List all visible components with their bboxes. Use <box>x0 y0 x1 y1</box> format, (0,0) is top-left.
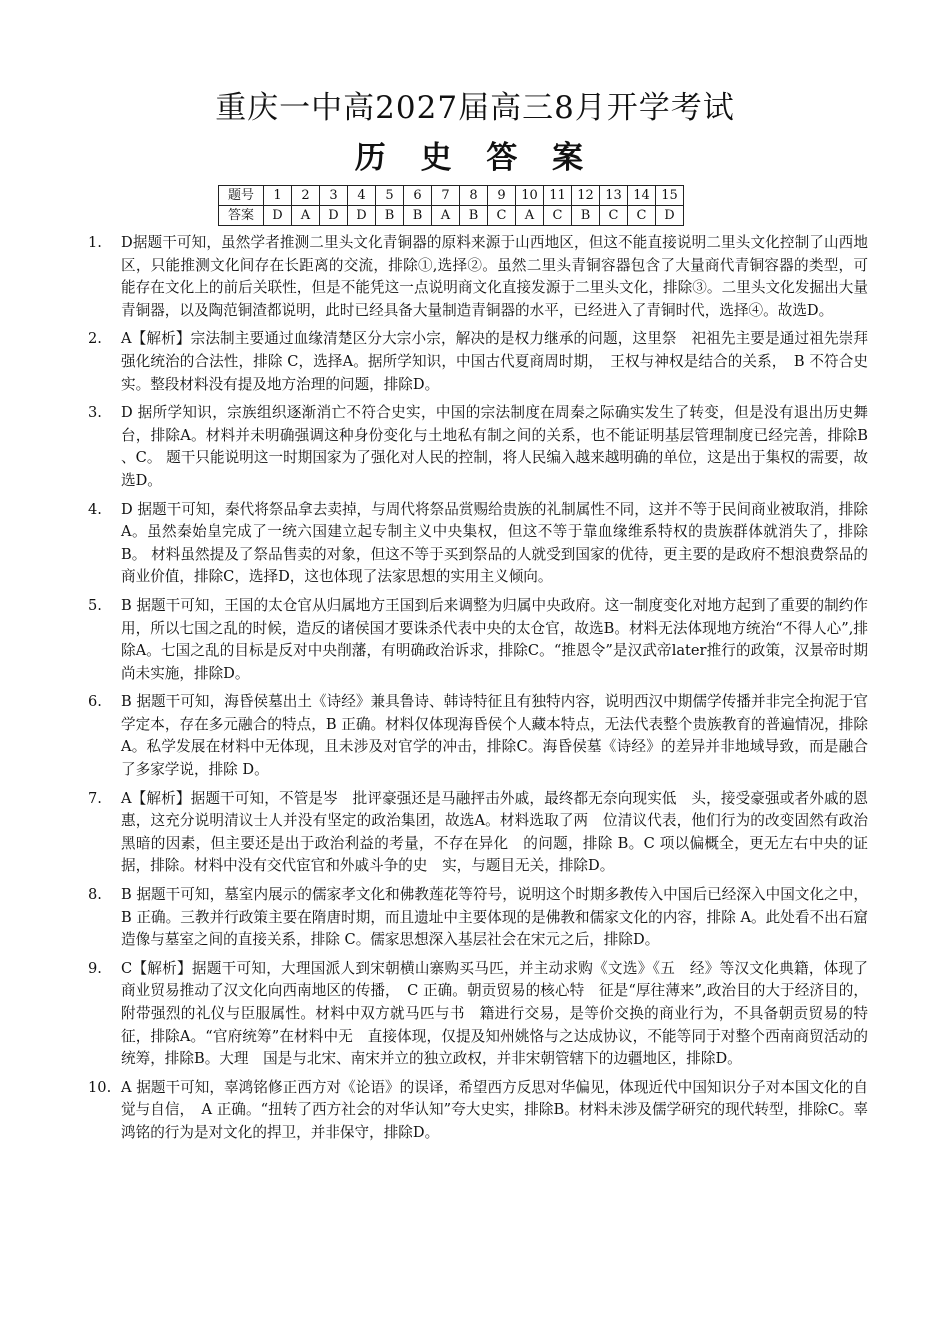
explanation-item <box>88 232 868 322</box>
question-number-cell: 2 <box>292 186 320 206</box>
answer-cell: C <box>488 206 516 226</box>
answer-cell: D <box>656 206 684 226</box>
item-number: 9. <box>88 959 102 977</box>
item-number: 3. <box>88 404 102 422</box>
item-text: A【解析】据题干可知，不管是岑 批评豪强还是马融抨击外戚，最终都无奈向现实低 头，接受豪强或者外戚的恩惠，这充分说明清议士人并没有坚定的政治集团，故选A。材料选取了两 位清议代表，他们行为的改变固然有政治黑暗的因素，但主要还是出于政治利益的考量，不存在异化 的问题，排除 B。C 项以偏概全，更无左右中央的证据，排除。材料中没有交代宦官和外戚斗争的史 实，与题目无关，排除D。 <box>121 789 868 875</box>
question-number-cell: 5 <box>376 186 404 206</box>
answer-cell: C <box>544 206 572 226</box>
answer-cell: B <box>572 206 600 226</box>
question-number-cell: 3 <box>320 186 348 206</box>
item-number: 5. <box>88 596 102 614</box>
question-number-cell: 10 <box>516 186 544 206</box>
item-number: 6. <box>88 693 102 711</box>
question-number-cell: 11 <box>544 186 572 206</box>
page-subtitle: 历 史 答 案 <box>354 140 596 176</box>
question-number-cell: 7 <box>432 186 460 206</box>
answer-cell: B <box>460 206 488 226</box>
question-number-cell: 1 <box>264 186 292 206</box>
explanation-item <box>88 402 868 492</box>
explanation-item <box>88 1077 868 1145</box>
question-number-cell: 4 <box>348 186 376 206</box>
item-text: B 据题干可知，海昏侯墓出土《诗经》兼具鲁诗、韩诗特征且有独特内容，说明西汉中期儒学传播并非完全拘泥于官学定本，存在多元融合的特点，B 正确。材料仅体现海昏侯个人藏本特点，无法代表整个贵族教育的普遍情况，排除A。私学发展在材料中无体现，且未涉及对官学的冲击，排除C。海昏侯墓《诗经》的差异并非地域导致，而是融合了多家学说，排除 D。 <box>121 693 868 779</box>
explanation-item <box>88 499 868 589</box>
explanation-item <box>88 884 868 952</box>
answer-table <box>218 185 684 226</box>
answer-cell: B <box>404 206 432 226</box>
explanation-item <box>88 958 868 1071</box>
item-number: 1. <box>88 234 102 251</box>
item-number: 10. <box>88 1078 112 1096</box>
question-number-cell: 14 <box>628 186 656 206</box>
explanation-item <box>88 595 868 685</box>
item-number: 8. <box>88 886 102 904</box>
answer-cell: C <box>600 206 628 226</box>
question-number-cell: 15 <box>656 186 684 206</box>
answer-cell: A <box>432 206 460 226</box>
explanation-item <box>88 788 868 878</box>
question-number-cell: 12 <box>572 186 600 206</box>
answer-cell: D <box>264 206 292 226</box>
page-title: 重庆一中高2027届高三8月开学考试 <box>215 90 735 126</box>
explanation-list <box>88 232 868 1151</box>
question-number-cell: 9 <box>488 186 516 206</box>
question-number-row <box>219 186 684 206</box>
answer-cell: B <box>376 206 404 226</box>
item-text: D 据题干可知，秦代将祭品拿去卖掉，与周代将祭品赏赐给贵族的礼制属性不同，这并不等于民间商业被取消，排除A。虽然秦始皇完成了一统六国建立起专制主义中央集权，但这不等于靠血缘维系特权的贵族群体就消失了，排除B。 材料虽然提及了祭品售卖的对象，但这不等于买到祭品的人就受到国家的优待，更主要的是政府不想浪费祭品的商业价值，排除C，选择D，这也体现了法家思想的实用主义倾向。 <box>121 500 868 586</box>
row-label-number: 题号 <box>219 186 264 206</box>
answer-cell: D <box>348 206 376 226</box>
answer-cell: D <box>320 206 348 226</box>
answer-cell: A <box>292 206 320 226</box>
question-number-cell: 8 <box>460 186 488 206</box>
item-number: 2. <box>88 330 102 348</box>
question-number-cell: 6 <box>404 186 432 206</box>
question-number-cell: 13 <box>600 186 628 206</box>
answer-cell: C <box>628 206 656 226</box>
item-text: C【解析】据题干可知，大理国派人到宋朝横山寨购买马匹，并主动求购《文选》《五 经》等汉文化典籍，体现了商业贸易推动了汉文化向西南地区的传播， C 正确。朝贡贸易的核心特 征是“厚往薄来”,政治目的大于经济目的，附带强烈的礼仪与臣服属性。材料中双方就马匹与书 籍进行交易，是等价交换的商业行为，不具备朝贡贸易的特征，排除A。“官府统筹”在材料中无 直接体现，仅提及知州姚恪与之达成协议，不能等同于对整个西南商贸活动的统筹，排除B。大理 国是与北宋、南宋并立的独立政权，并非宋朝管辖下的边疆地区，排除D。 <box>121 959 868 1068</box>
item-number: 7. <box>88 789 102 807</box>
item-text: D据题干可知，虽然学者推测二里头文化青铜器的原料来源于山西地区，但这不能直接说明二里头文化控制了山西地区，只能推测文化间存在长距离的交流，排除①,选择②。虽然二里头青铜容器包含了大量商代青铜容器的类型，可能存在文化上的前后关联性，但是不能凭这一点说明商文化直接发源于二里头文化，排除③。二里头文化发掘出大量青铜器，以及陶范铜渣都说明，此时已经具备大量制造青铜器的水平，已经进入了青铜时代，选择④。故选D。 <box>121 234 868 319</box>
item-text: B 据题干可知，王国的太仓官从归属地方王国到后来调整为归属中央政府。这一制度变化对地方起到了重要的制约作用，所以七国之乱的时候，造反的诸侯国才要诛杀代表中央的太仓官，故选B。材料无法体现地方统治“不得人心”,排除A。七国之乱的目标是反对中央削藩，有明确政治诉求，排除C。“推恩令”是汉武帝later推行的政策，汉景帝时期尚未实施，排除D。 <box>121 596 868 682</box>
item-text: D 据所学知识，宗族组织逐渐消亡不符合史实，中国的宗法制度在周秦之际确实发生了转变，但是没有退出历史舞台，排除A。材料并未明确强调这种身份变化与土地私有制之间的关系，也不能证明基层管理制度已经完善，排除B 、C。 题干只能说明这一时期国家为了强化对人民的控制，将人民编入越来越明确的单位，这是出于集权的需要，故选D。 <box>121 404 868 489</box>
row-label-answer: 答案 <box>219 206 264 226</box>
item-text: B 据题干可知，墓室内展示的儒家孝文化和佛教莲花等符号，说明这个时期多教传入中国后已经深入中国文化之中，B 正确。三教并行政策主要在隋唐时期，而且遗址中主要体现的是佛教和儒家文化的内容，排除 A。此处看不出石窟造像与墓室之间的直接关系，排除 C。儒家思想深入基层社会在宋元之后，排除D。 <box>121 886 868 949</box>
explanation-item <box>88 328 868 396</box>
item-number: 4. <box>88 500 102 518</box>
explanation-item <box>88 691 868 781</box>
item-text: A【解析】宗法制主要通过血缘清楚区分大宗小宗，解决的是权力继承的问题，这里祭 祀祖先主要是通过祖先崇拜强化统治的合法性，排除 C，选择A。据所学知识，中国古代夏商周时期， 王权与神权是结合的关系， B 不符合史实。整段材料没有提及地方治理的问题，排除D。 <box>121 330 868 393</box>
item-text: A 据题干可知，辜鸿铭修正西方对《论语》的误译，希望西方反思对华偏见，体现近代中国知识分子对本国文化的自觉与自信， A 正确。“扭转了西方社会的对华认知”夸大史实，排除B。材料未涉及儒学研究的现代转型，排除C。辜鸿铭的行为是对文化的捍卫，并非保守，排除D。 <box>121 1078 868 1141</box>
answer-cell: A <box>516 206 544 226</box>
answer-row <box>219 206 684 226</box>
